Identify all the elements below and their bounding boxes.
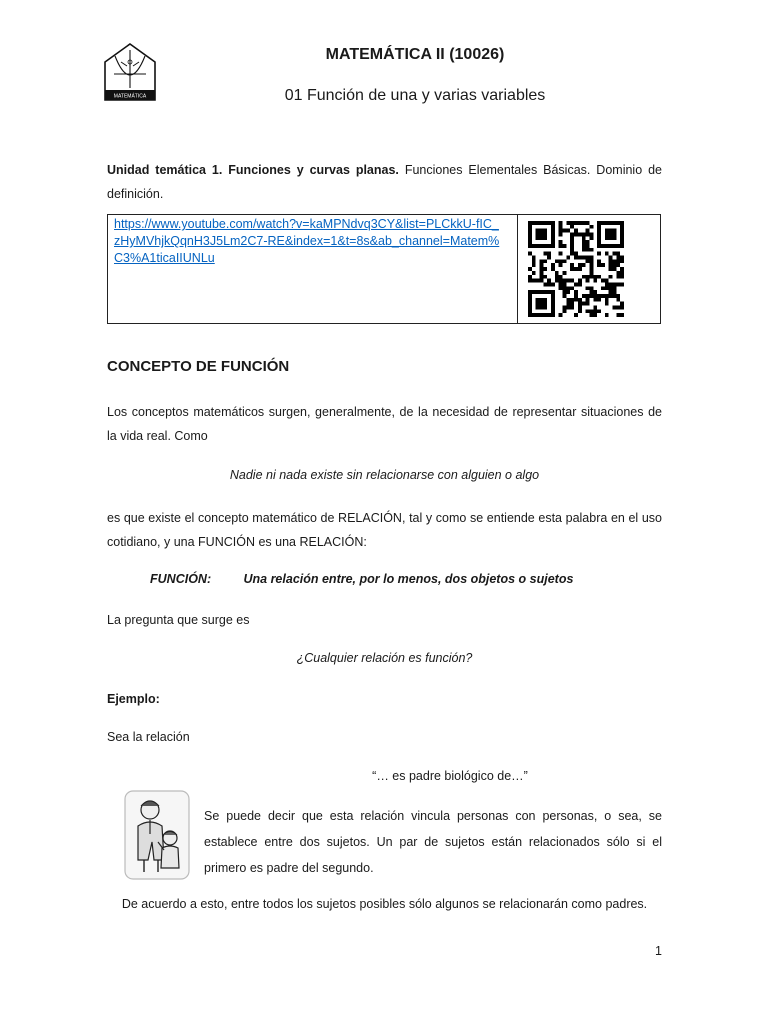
unit-lead: Unidad temática 1. Funciones y curvas planas.: [107, 163, 399, 177]
video-link-box: [107, 214, 661, 324]
closing-paragraph: De acuerdo a esto, entre todos los sujetos posibles sólo algunos se relacionarán como padres.: [121, 897, 648, 911]
definition-label: FUNCIÓN:: [150, 572, 212, 586]
question-quote: ¿Cualquier relación es función?: [296, 651, 473, 665]
quote-relation: Nadie ni nada existe sin relacionarse con alguien o algo: [229, 468, 540, 482]
intro-paragraph: Los conceptos matemáticos surgen, generalmente, de la necesidad de representar situaciones de la vida real. Como: [107, 405, 662, 443]
relation-paragraph: es que existe el concepto matemático de RELACIÓN, tal y como se entiende esta palabra en el uso cotidiano, y una FUNCIÓN es una RELACIÓN:: [107, 511, 662, 549]
youtube-link[interactable]: https://www.youtube.com/watch?v=kaMPNdvq3CY&list=PLCkkU-fIC_zHyMVhjkQqnH3J5Lm2C7-RE&index=1&t=8s&ab_channel=Matem%C3%A1ticaIIUNLu: [114, 217, 500, 265]
logo-text: MATEMÁTICA: [113, 93, 147, 100]
section-heading: CONCEPTO DE FUNCIÓN: [107, 358, 290, 375]
definition-text: Una relación entre, por lo menos, dos objetos o sujetos: [243, 572, 574, 586]
qr-code-icon: [528, 221, 624, 317]
math-logo: [103, 42, 157, 102]
example-label: Ejemplo:: [107, 692, 160, 706]
father-son-illustration: [124, 790, 190, 880]
relation-intro: Sea la relación: [107, 730, 190, 744]
unit-paragraph: [107, 158, 662, 206]
course-subtitle: 01 Función de una y varias variables: [284, 87, 546, 104]
unit-rest: Funciones Elementales Básicas. Dominio de definición.: [107, 163, 662, 201]
question-intro: La pregunta que surge es: [107, 613, 250, 627]
course-title: MATEMÁTICA II (10026): [325, 46, 505, 63]
page-number: 1: [655, 944, 662, 958]
example-explanation: Se puede decir que esta relación vincula personas con personas, o sea, se establece entre dos sujetos. Un par de sujetos están relacionados sólo si el primero es padre del segundo.: [204, 809, 662, 875]
relation-quote: “… es padre biológico de…”: [372, 769, 528, 783]
function-definition: [150, 572, 573, 586]
